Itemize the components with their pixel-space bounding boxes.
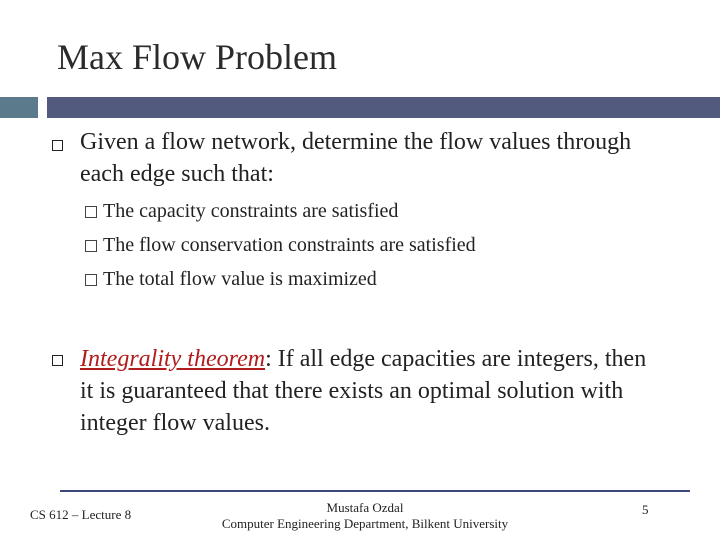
sub-bullet-2 — [85, 233, 476, 257]
integrality-theorem-term: Integrality theorem — [80, 346, 266, 372]
checkbox-square-icon — [85, 274, 97, 286]
sub-bullet-2-text: The flow conservation constraints are satisfied — [103, 234, 476, 256]
footer-author: Mustafa Ozdal — [326, 500, 404, 515]
sub-bullet-3 — [85, 267, 377, 291]
footer-rule — [60, 490, 690, 492]
sub-bullet-3-text: The total flow value is maximized — [103, 268, 377, 290]
title-bar — [47, 97, 720, 118]
bullet-2 — [80, 343, 660, 439]
slide-title: Max Flow Problem — [57, 37, 338, 77]
footer-course: CS 612 – Lecture 8 — [30, 507, 132, 522]
sub-bullet-1 — [85, 199, 398, 223]
bullet-2-text: : If all edge capacities are integers, then it is guaranteed that there exists an optimal solution with integer flow values. — [80, 346, 647, 436]
page-number: 5 — [642, 502, 649, 517]
footer-credit — [180, 500, 550, 532]
footer-department: Computer Engineering Department, Bilkent University — [221, 516, 509, 531]
bullet-square-icon — [52, 355, 63, 366]
bullet-1-text: Given a flow network, determine the flow values through each edge such that: — [80, 129, 632, 187]
checkbox-square-icon — [85, 206, 97, 218]
title-bar-left-accent — [0, 97, 38, 118]
sub-bullet-1-text: The capacity constraints are satisfied — [103, 200, 399, 222]
checkbox-square-icon — [85, 240, 97, 252]
bullet-square-icon — [52, 140, 63, 151]
